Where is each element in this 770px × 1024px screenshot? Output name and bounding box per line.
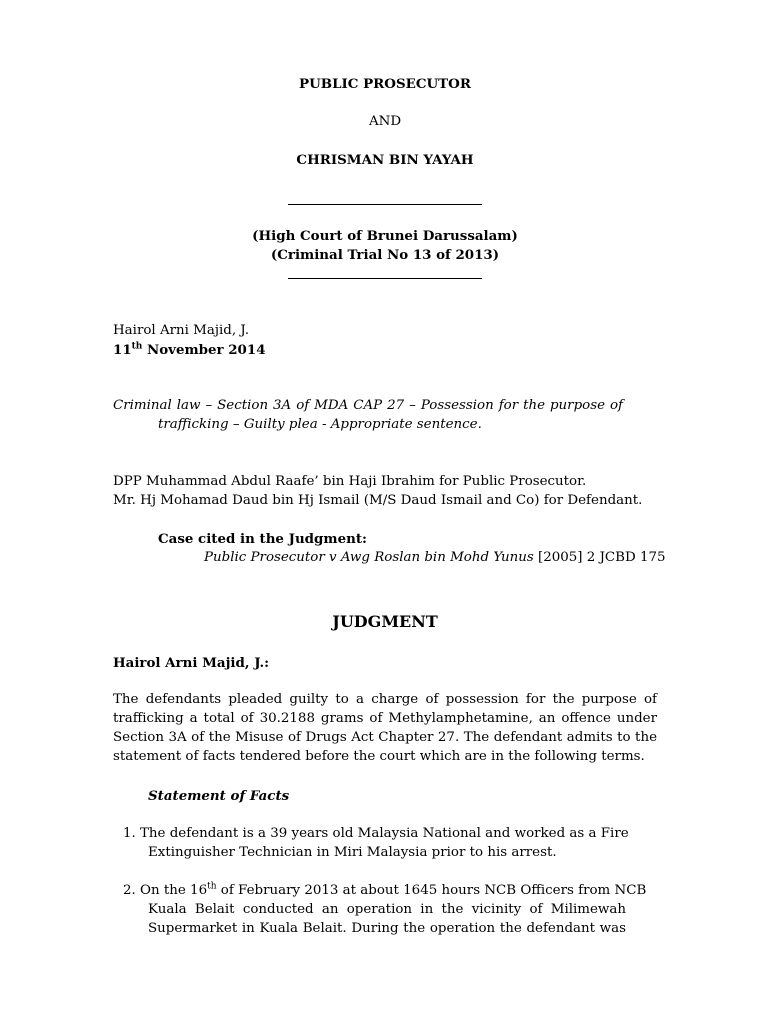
judgment-title: JUDGMENT [332, 612, 438, 631]
cases-cited-heading: Case cited in the Judgment: [158, 531, 367, 547]
intro-line-4: statement of facts tendered before the court which are in the following terms. [113, 749, 645, 764]
judgment-date: 11th November 2014 [113, 341, 266, 358]
divider-top [288, 204, 482, 205]
fact-1-line-2: Extinguisher Technician in Miri Malaysia prior to his arrest. [148, 845, 557, 860]
fact-2-line-3: Supermarket in Kuala Belait. During the operation the defendant was [148, 921, 626, 936]
facts-heading: Statement of Facts [148, 788, 290, 804]
divider-bottom [288, 278, 482, 279]
fact-2-number: 2. [123, 883, 136, 898]
trial-number: (Criminal Trial No 13 of 2013) [270, 247, 500, 263]
court-name: (High Court of Brunei Darussalam) [252, 228, 518, 244]
fact-2-line-2: Kuala Belait conducted an operation in the vicinity of Milimewah [148, 902, 626, 917]
conjunction: AND [368, 114, 402, 129]
counsel-prosecution: DPP Muhammad Abdul Raafe’ bin Haji Ibrahim for Public Prosecutor. [113, 474, 587, 489]
judgment-author: Hairol Arni Majid, J.: [113, 655, 270, 671]
judge-name: Hairol Arni Majid, J. [113, 323, 249, 338]
party-one: PUBLIC PROSECUTOR [299, 76, 471, 92]
intro-line-3: Section 3A of the Misuse of Drugs Act Chapter 27. The defendant admits to the [113, 730, 657, 745]
fact-2-line-1: On the 16th of February 2013 at about 1645 hours NCB Officers from NCB [140, 881, 647, 898]
case-citation: Public Prosecutor v Awg Roslan bin Mohd Yunus [2005] 2 JCBD 175 [204, 550, 666, 565]
counsel-defence: Mr. Hj Mohamad Daud bin Hj Ismail (M/S Daud Ismail and Co) for Defendant. [113, 493, 643, 508]
intro-line-2: trafficking a total of 30.2188 grams of Methylamphetamine, an offence under [113, 711, 657, 726]
party-two: CHRISMAN BIN YAYAH [296, 152, 474, 168]
catchwords-line-2: trafficking – Guilty plea - Appropriate sentence. [158, 417, 482, 432]
intro-line-1: The defendants pleaded guilty to a charge of possession for the purpose of [113, 692, 657, 707]
fact-1-line-1: The defendant is a 39 years old Malaysia National and worked as a Fire [140, 826, 629, 841]
catchwords-line-1: Criminal law – Section 3A of MDA CAP 27 – Possession for the purpose of [113, 398, 623, 413]
fact-1-number: 1. [123, 826, 136, 841]
